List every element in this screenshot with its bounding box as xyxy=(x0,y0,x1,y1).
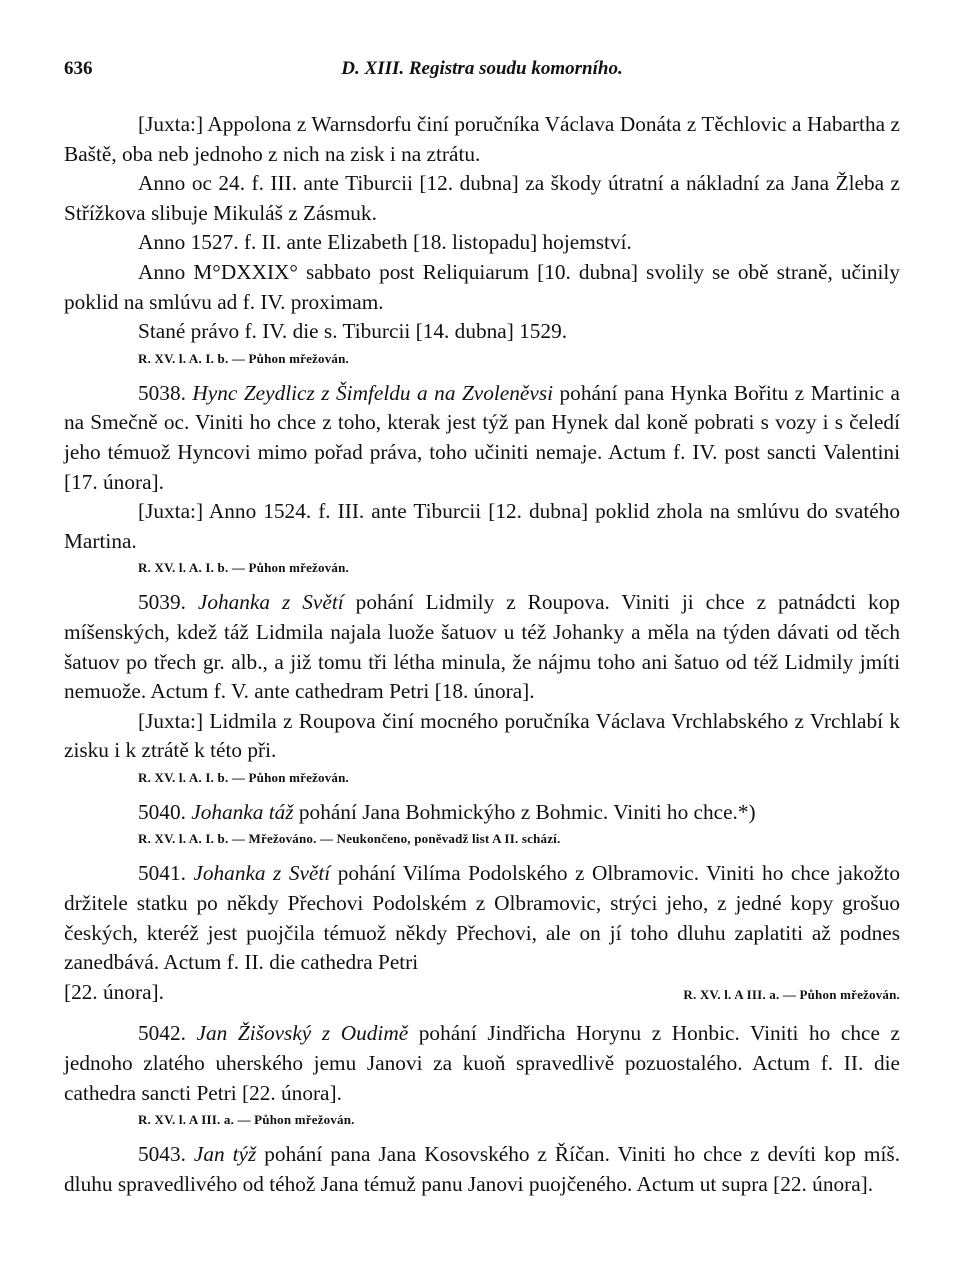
entry-party: Johanka z Světí xyxy=(193,861,331,886)
paragraph: [Juxta:] Appolona z Warnsdorfu činí poručníka Václava Donáta z Těchlovic a Habartha z Baště, oba neb jednoho z nich na zisk i na ztrátu. xyxy=(64,112,900,166)
entry-text: pohání pana Jana Kosovského z Říčan. Viniti ho chce z devíti kop míš. dluhu spravedlivého od téhož Jana témuž panu Janovi puojčeného. Actum ut supra [22. února]. xyxy=(64,1142,901,1196)
entry-text: pohání pana Hynka Bořitu z Martinic a na Smečně oc. Viniti ho chce z toho, kterak jest týž pan Hynek dal koně pobrati s vozy i s čeledí jeho témuož Hyncovi mimo pořad práva, toho učiniti nemaje. Actum f. IV. post sancti Valentini [17. února]. xyxy=(64,380,901,494)
entry-number: 5041. xyxy=(138,861,186,886)
entry-number: 5039. xyxy=(138,590,186,615)
entry-5039 xyxy=(64,588,900,706)
paragraph: Anno 1527. f. II. ante Elizabeth [18. listopadu] hojemství. xyxy=(138,230,632,255)
source-note: R. XV. l. A III. a. — Půhon mřežován. xyxy=(683,986,900,1002)
entry-5043 xyxy=(64,1140,900,1199)
entry-tail: [22. února]. xyxy=(64,979,164,1004)
entry-text: pohání Jindřicha Horynu z Honbic. Viniti ho chce z jednoho zlatého uherského jemu Janovi za kuoň spravedlivě pozuostalého. Actum f. II. die cathedra sancti Petri [22. února]. xyxy=(64,1021,900,1105)
entry-number: 5043. xyxy=(138,1142,186,1167)
entry-number: 5040. xyxy=(138,799,186,824)
page-body xyxy=(64,110,900,1199)
entry-5041-tail xyxy=(64,978,900,1010)
entry-number: 5038. xyxy=(138,380,186,405)
juxta-note: [Juxta:] Lidmila z Roupova činí mocného poručníka Václava Vrchlabského z Vrchlabí k zisku i k ztrátě k této při. xyxy=(64,708,900,763)
entry-text: pohání Jana Bohmickýho z Bohmic. Viniti ho chce.*) xyxy=(298,799,756,824)
entry-5042 xyxy=(64,1019,900,1108)
entry-5040 xyxy=(64,798,900,828)
entry-party: Johanka z Světí xyxy=(197,590,344,615)
entry-party: Jan týž xyxy=(193,1142,257,1167)
entry-5038 xyxy=(64,379,900,497)
entry-text: pohání Vilíma Podolského z Olbramovic. Viniti ho chce jakožto držitele statku po někdy Přechovi Podolském z Olbramovic, strýci jeho, z jedné kopy grošuo českých, kteréž jest puojčila témuož někdy Přechovi, ale on jí toho dluhu zaplatiti až podnes zanedbává. Actum f. II. die cathedra Petri xyxy=(64,861,901,975)
entry-party: Johanka táž xyxy=(191,799,294,824)
running-header xyxy=(64,58,900,92)
entry-5041 xyxy=(64,859,900,977)
source-note: R. XV. l. A. I. b. — Půhon mřežován. xyxy=(138,350,350,366)
page xyxy=(64,58,900,1199)
entry-party: Hync Zeydlicz z Šimfeldu a na Zvoleněvsi xyxy=(192,380,554,405)
running-title: D. XIII. Registra soudu komorního. xyxy=(341,58,623,79)
paragraph: Anno M°DXXIX° sabbato post Reliquiarum [10. dubna] svolily se obě straně, učinily poklid na smlúvu ad f. IV. proximam. xyxy=(64,259,900,314)
page-number: 636 xyxy=(64,58,93,79)
paragraph: Anno oc 24. f. III. ante Tiburcii [12. dubna] za škody útratní a nákladní za Jana Žleba z Střížkova slibuje Mikuláš z Zásmuk. xyxy=(64,171,900,225)
source-note: R. XV. l. A. I. b. — Půhon mřežován. xyxy=(138,560,350,576)
entry-number: 5042. xyxy=(138,1021,186,1046)
entry-party: Jan Žišovský z Oudimě xyxy=(196,1021,409,1046)
source-note: R. XV. l. A III. a. — Půhon mřežován. xyxy=(138,1112,355,1128)
entry-text: pohání Lidmily z Roupova. Viniti ji chce z patnádcti kop míšenských, kdež táž Lidmila najala luože šatuov u též Johanky a měla na týden dávati od těch šatuov po třech gr. alb., a již tomu tři létha minula, že nájmu toho ani šatuo od též Lidmily jmíti nemuože. Actum f. V. ante cathedram Petri [18. února]. xyxy=(64,590,901,704)
juxta-note: [Juxta:] Anno 1524. f. III. ante Tiburcii [12. dubna] poklid zhola na smlúvu do svatého Martina. xyxy=(64,499,900,553)
source-note: R. XV. l. A. I. b. — Půhon mřežován. xyxy=(138,769,350,785)
paragraph: Stané právo f. IV. die s. Tiburcii [14. dubna] 1529. xyxy=(138,319,568,344)
source-note: R. XV. l. A. I. b. — Mřežováno. — Neukončeno, poněvadž list A II. schází. xyxy=(138,831,561,847)
